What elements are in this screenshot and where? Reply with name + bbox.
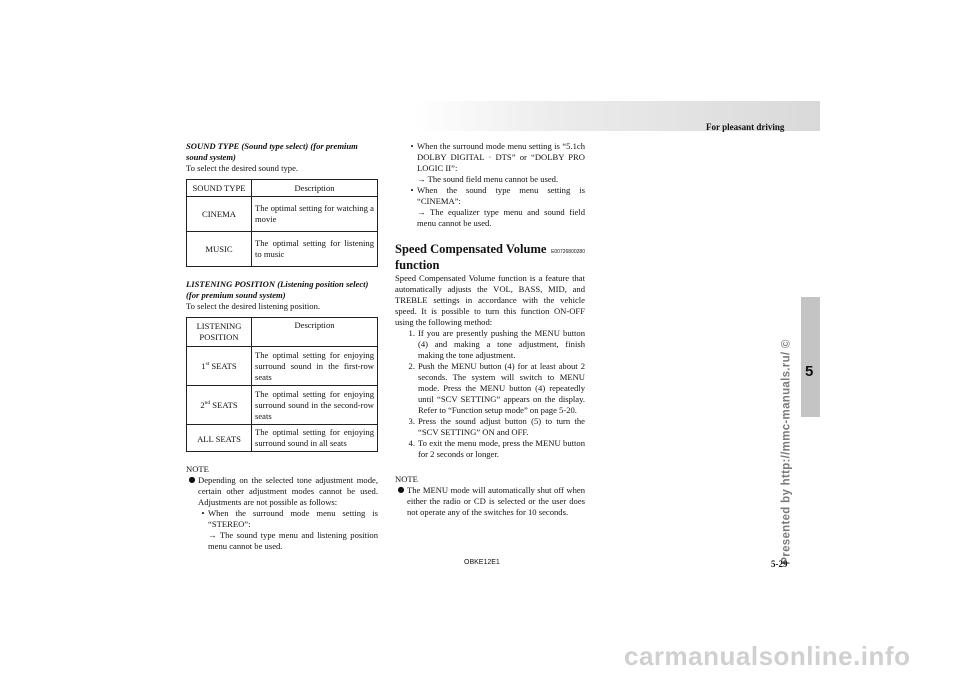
note-sub-text: When the surround mode menu setting is “STEREO”: xyxy=(208,508,378,529)
note-sub-item xyxy=(407,141,585,185)
table-header-row xyxy=(187,318,378,347)
listening-table xyxy=(186,317,378,452)
continued-sub-items xyxy=(395,141,585,229)
table-cell xyxy=(187,386,252,425)
step-text: If you are presently pushing the MENU button (4) and making a tone adjustment, finish making the tone adjustment. xyxy=(418,328,585,360)
chapter-tab xyxy=(801,297,820,417)
scv-heading xyxy=(395,241,585,273)
position-text: SEATS xyxy=(210,399,238,410)
list-item xyxy=(395,361,585,416)
table-header-cell: SOUND TYPE xyxy=(187,180,252,197)
table-header-row xyxy=(187,180,378,197)
list-item xyxy=(395,438,585,460)
table-row xyxy=(187,386,378,425)
section-title: For pleasant driving xyxy=(706,122,785,132)
scv-body: Speed Compensated Volume function is a feature that automatically adjusts the VOL, BASS, MID, and TREBLE settings in accordance with the vehicle speed. It is possible to turn this function ON-OFF using the following method: xyxy=(395,273,585,327)
table-cell xyxy=(187,425,252,452)
note-sub-text: When the surround mode menu setting is “5.1ch DOLBY DIGITAL · DTS” or “DOLBY PRO LOGIC II”: xyxy=(417,141,585,173)
vertical-watermark-text: Presented by http://mmc-manuals.ru/ © xyxy=(780,339,793,565)
table-cell xyxy=(187,347,252,386)
table-row xyxy=(187,232,378,267)
note-label: NOTE xyxy=(186,464,209,474)
note-bullet-body xyxy=(198,475,378,552)
note-sub-body xyxy=(417,185,585,229)
note-sub-text: When the sound type menu setting is “CINEMA”: xyxy=(417,185,585,206)
note-label: NOTE xyxy=(395,474,418,484)
footer-watermark: carmanualsonline.info xyxy=(624,641,911,671)
table-row xyxy=(187,347,378,386)
step-text: Push the MENU button (4) for at least about 2 seconds. The system will switch to MENU mode. Press the MENU button (4) repeatedly until “SCV SETTING” appears on the display. Refer to “Function setup mode” on page 5-20. xyxy=(418,361,585,415)
bullet-dot-icon: ● xyxy=(397,485,405,494)
note-bullet-item xyxy=(186,475,378,552)
chapter-number: 5 xyxy=(805,363,814,380)
step-number: 4. xyxy=(408,438,415,448)
vertical-watermark xyxy=(780,332,794,572)
sound-type-table xyxy=(186,179,378,267)
sound-type-heading: SOUND TYPE (Sound type select) (for premium sound system) xyxy=(186,141,358,162)
note-sub-body xyxy=(417,141,585,185)
right-column xyxy=(395,141,585,518)
step-number: 3. xyxy=(408,416,415,426)
step-text: Press the sound adjust button (5) to turn the “SCV SETTING” ON and OFF. xyxy=(418,416,585,437)
small-bullet-icon: • xyxy=(410,185,414,195)
table-cell: The optimal setting for listening to music xyxy=(252,232,378,267)
position-suffix: st xyxy=(205,360,210,367)
position-suffix: nd xyxy=(204,399,211,406)
note-sub-item xyxy=(198,508,378,552)
small-bullet-icon: • xyxy=(201,508,205,518)
note-bullet-item xyxy=(395,485,585,518)
position-number: 1 xyxy=(201,360,206,371)
table-cell: The optimal setting for enjoying surround sound in the first-row seats xyxy=(252,347,378,386)
sound-type-intro: To select the desired sound type. xyxy=(186,163,299,173)
table-cell: The optimal setting for enjoying surround sound in the second-row seats xyxy=(252,386,378,425)
list-item xyxy=(395,328,585,361)
step-number: 1. xyxy=(408,328,415,338)
position-text: SEATS xyxy=(209,360,237,371)
table-row xyxy=(187,425,378,452)
page-code: OBKE12E1 xyxy=(464,559,500,566)
table-cell: The optimal setting for enjoying surround sound in all seats xyxy=(252,425,378,452)
note-sub-result: → The sound type menu and listening position menu cannot be used. xyxy=(208,530,378,551)
note-bullet-text: The MENU mode will automatically shut off when either the radio or CD is selected or the user does not operate any of the switches for 10 seconds. xyxy=(407,485,585,517)
table-header-cell: Description xyxy=(252,318,378,347)
table-cell: The optimal setting for watching a movie xyxy=(252,197,378,232)
step-text: To exit the menu mode, press the MENU button for 2 seconds or longer. xyxy=(418,438,585,459)
note-sub-body xyxy=(208,508,378,552)
table-cell: MUSIC xyxy=(187,232,252,267)
table-row xyxy=(187,197,378,232)
scv-heading-text: Speed Compensated Volume function xyxy=(395,242,547,272)
scv-steps xyxy=(395,328,585,460)
table-header-cell: Description xyxy=(252,180,378,197)
small-bullet-icon: • xyxy=(410,141,414,151)
page-number: 5-29 xyxy=(771,559,788,569)
note-bullet-text: Depending on the selected tone adjustment mode, certain other adjustment modes cannot be used. Adjustments are not possible as follows: xyxy=(198,475,378,507)
note-sub-result: → The equalizer type menu and sound field menu cannot be used. xyxy=(417,207,585,228)
left-column xyxy=(186,141,378,552)
position-text: ALL SEATS xyxy=(197,433,241,444)
listening-intro: To select the desired listening position. xyxy=(186,301,321,311)
position-number: 2 xyxy=(200,399,205,410)
note-sub-result: → The sound field menu cannot be used. xyxy=(417,174,559,184)
scv-code: E00726800280 xyxy=(551,249,585,255)
table-header-cell: LISTENING POSITION xyxy=(187,318,252,347)
listening-heading: LISTENING POSITION (Listening position select) (for premium sound system) xyxy=(186,279,369,300)
bullet-dot-icon: ● xyxy=(188,475,196,484)
list-item xyxy=(395,416,585,438)
step-number: 2. xyxy=(408,361,415,371)
note-sub-item xyxy=(407,185,585,229)
table-cell: CINEMA xyxy=(187,197,252,232)
